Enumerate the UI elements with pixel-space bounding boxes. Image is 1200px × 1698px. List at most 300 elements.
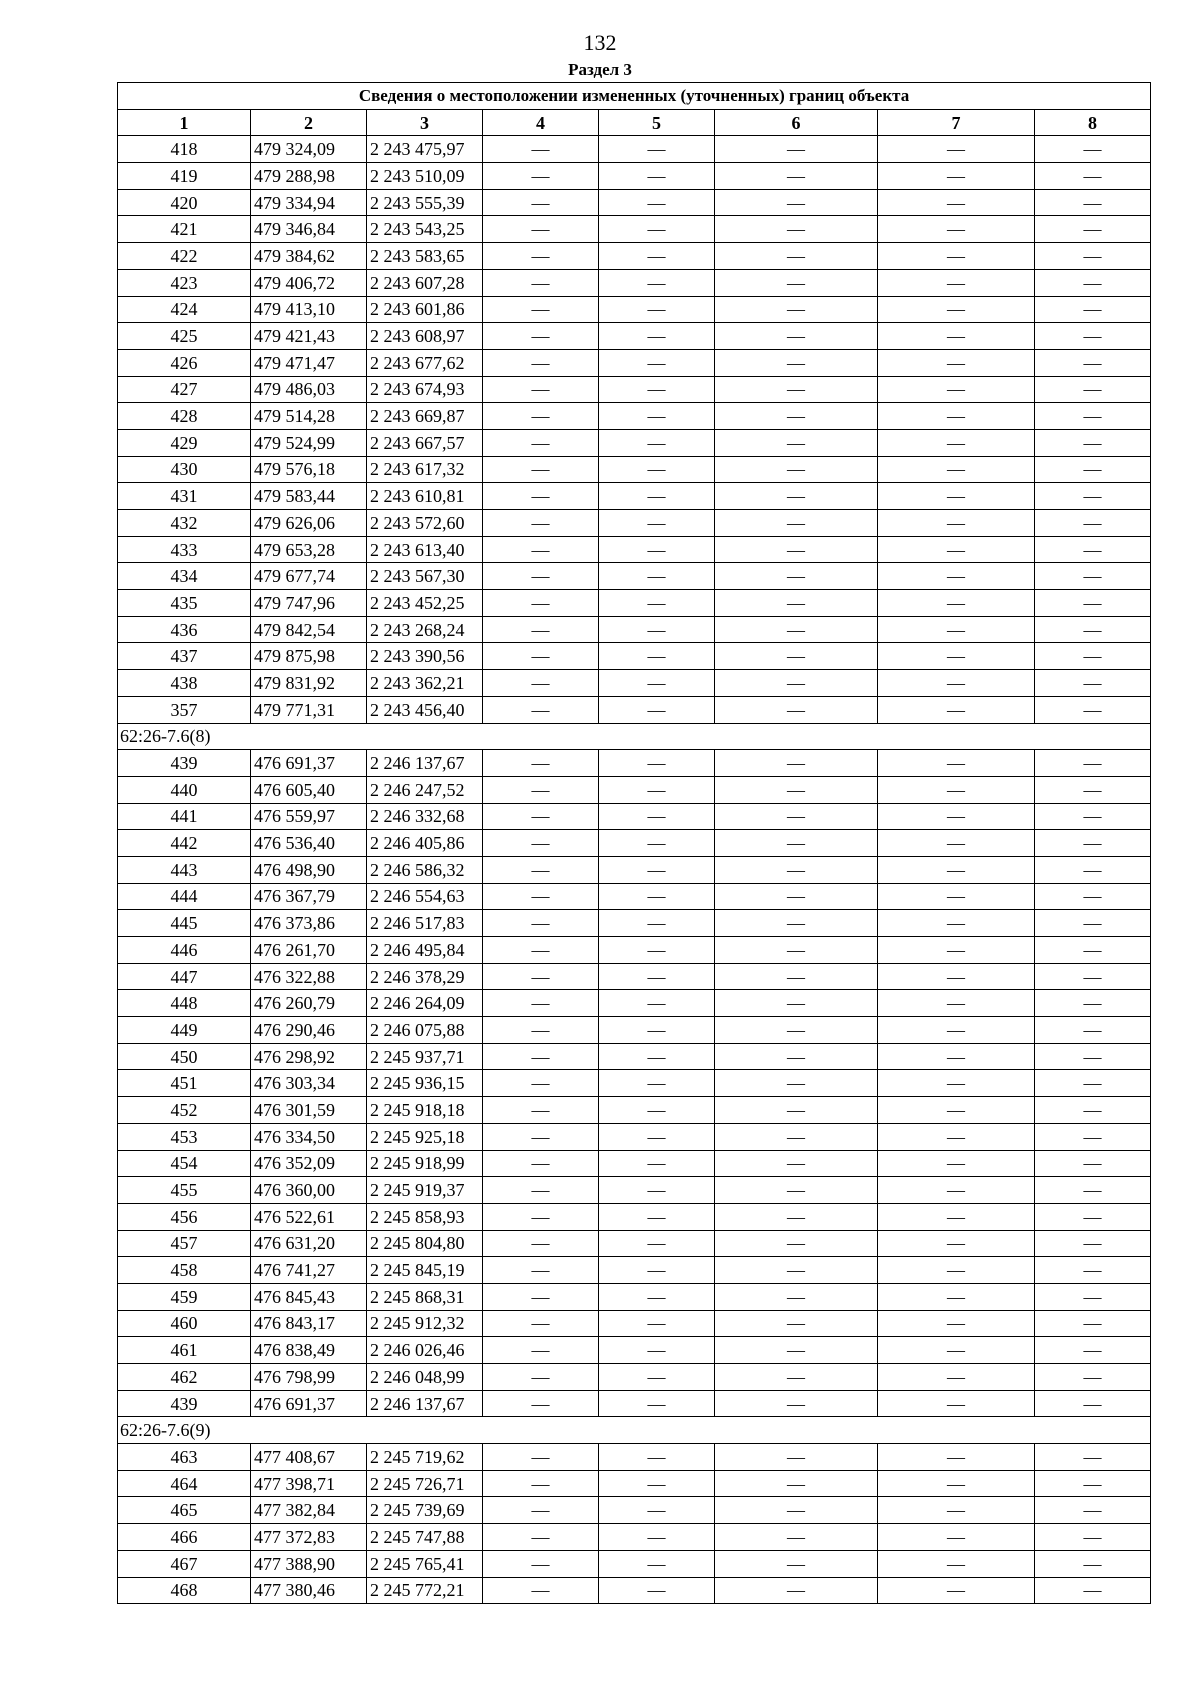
empty-value-cell: — [483,163,599,190]
empty-value-cell: — [1035,1310,1151,1337]
empty-value-cell: — [1035,670,1151,697]
empty-value-cell: — [483,1390,599,1417]
table-row [118,323,1151,350]
table-row [118,216,1151,243]
point-number-cell: 450 [118,1043,251,1070]
y-coordinate-cell: 2 245 804,80 [367,1230,483,1257]
column-header: 6 [715,109,878,136]
empty-value-cell: — [1035,643,1151,670]
empty-value-cell: — [483,1177,599,1204]
table-row [118,696,1151,723]
point-number-cell: 437 [118,643,251,670]
empty-value-cell: — [878,1364,1035,1391]
empty-value-cell: — [599,1257,715,1284]
empty-value-cell: — [878,1017,1035,1044]
empty-value-cell: — [1035,1444,1151,1471]
empty-value-cell: — [483,1550,599,1577]
empty-value-cell: — [599,990,715,1017]
empty-value-cell: — [715,696,878,723]
table-row [118,1337,1151,1364]
table-row [118,1070,1151,1097]
empty-value-cell: — [1035,1043,1151,1070]
empty-value-cell: — [715,1203,878,1230]
table-row [118,937,1151,964]
empty-value-cell: — [878,590,1035,617]
y-coordinate-cell: 2 246 264,09 [367,990,483,1017]
x-coordinate-cell: 476 261,70 [251,937,367,964]
point-number-cell: 439 [118,1390,251,1417]
empty-value-cell: — [483,323,599,350]
y-coordinate-cell: 2 243 456,40 [367,696,483,723]
empty-value-cell: — [1035,883,1151,910]
empty-value-cell: — [599,136,715,163]
empty-value-cell: — [599,189,715,216]
point-number-cell: 420 [118,189,251,216]
y-coordinate-cell: 2 243 608,97 [367,323,483,350]
point-number-cell: 432 [118,510,251,537]
empty-value-cell: — [599,616,715,643]
empty-value-cell: — [878,189,1035,216]
empty-value-cell: — [878,536,1035,563]
empty-value-cell: — [599,1283,715,1310]
table-row [118,1550,1151,1577]
table-row [118,990,1151,1017]
point-number-cell: 446 [118,937,251,964]
column-header: 5 [599,109,715,136]
empty-value-cell: — [878,696,1035,723]
empty-value-cell: — [599,1524,715,1551]
empty-value-cell: — [715,1470,878,1497]
empty-value-cell: — [483,1364,599,1391]
empty-value-cell: — [483,1257,599,1284]
y-coordinate-cell: 2 245 918,18 [367,1097,483,1124]
y-coordinate-cell: 2 245 726,71 [367,1470,483,1497]
x-coordinate-cell: 477 380,46 [251,1577,367,1604]
empty-value-cell: — [1035,1550,1151,1577]
table-row [118,1150,1151,1177]
empty-value-cell: — [1035,1497,1151,1524]
point-number-cell: 442 [118,830,251,857]
empty-value-cell: — [483,510,599,537]
group-label: 62:26-7.6(8) [118,723,1151,750]
empty-value-cell: — [483,1070,599,1097]
x-coordinate-cell: 476 838,49 [251,1337,367,1364]
empty-value-cell: — [878,1444,1035,1471]
empty-value-cell: — [715,1070,878,1097]
empty-value-cell: — [715,670,878,697]
table-caption: Сведения о местоположении измененных (уточненных) границ объекта [118,83,1151,110]
empty-value-cell: — [1035,1097,1151,1124]
empty-value-cell: — [715,1177,878,1204]
empty-value-cell: — [878,1577,1035,1604]
empty-value-cell: — [715,1497,878,1524]
empty-value-cell: — [483,963,599,990]
x-coordinate-cell: 479 831,92 [251,670,367,697]
y-coordinate-cell: 2 243 390,56 [367,643,483,670]
empty-value-cell: — [1035,429,1151,456]
empty-value-cell: — [483,403,599,430]
empty-value-cell: — [1035,456,1151,483]
empty-value-cell: — [483,216,599,243]
empty-value-cell: — [599,510,715,537]
empty-value-cell: — [878,1524,1035,1551]
y-coordinate-cell: 2 246 378,29 [367,963,483,990]
point-number-cell: 447 [118,963,251,990]
empty-value-cell: — [1035,510,1151,537]
point-number-cell: 452 [118,1097,251,1124]
y-coordinate-cell: 2 243 667,57 [367,429,483,456]
point-number-cell: 454 [118,1150,251,1177]
point-number-cell: 434 [118,563,251,590]
empty-value-cell: — [1035,323,1151,350]
column-header: 4 [483,109,599,136]
empty-value-cell: — [1035,163,1151,190]
table-row [118,1203,1151,1230]
empty-value-cell: — [715,750,878,777]
empty-value-cell: — [599,856,715,883]
point-number-cell: 467 [118,1550,251,1577]
empty-value-cell: — [878,1070,1035,1097]
y-coordinate-cell: 2 245 936,15 [367,1070,483,1097]
x-coordinate-cell: 476 367,79 [251,883,367,910]
empty-value-cell: — [599,1310,715,1337]
table-row [118,776,1151,803]
empty-value-cell: — [878,1390,1035,1417]
x-coordinate-cell: 479 406,72 [251,269,367,296]
empty-value-cell: — [715,1444,878,1471]
table-row [118,163,1151,190]
empty-value-cell: — [483,483,599,510]
empty-value-cell: — [715,456,878,483]
empty-value-cell: — [1035,1230,1151,1257]
x-coordinate-cell: 479 334,94 [251,189,367,216]
y-coordinate-cell: 2 245 925,18 [367,1123,483,1150]
point-number-cell: 466 [118,1524,251,1551]
empty-value-cell: — [715,1310,878,1337]
x-coordinate-cell: 479 677,74 [251,563,367,590]
empty-value-cell: — [599,1123,715,1150]
y-coordinate-cell: 2 243 510,09 [367,163,483,190]
x-coordinate-cell: 476 559,97 [251,803,367,830]
empty-value-cell: — [483,1123,599,1150]
empty-value-cell: — [878,616,1035,643]
x-coordinate-cell: 476 798,99 [251,1364,367,1391]
x-coordinate-cell: 479 471,47 [251,349,367,376]
empty-value-cell: — [483,1043,599,1070]
empty-value-cell: — [715,1390,878,1417]
empty-value-cell: — [599,670,715,697]
empty-value-cell: — [599,937,715,964]
empty-value-cell: — [878,1310,1035,1337]
empty-value-cell: — [599,269,715,296]
y-coordinate-cell: 2 243 268,24 [367,616,483,643]
table-row [118,1577,1151,1604]
x-coordinate-cell: 476 352,09 [251,1150,367,1177]
empty-value-cell: — [483,136,599,163]
table-row [118,1390,1151,1417]
point-number-cell: 440 [118,776,251,803]
y-coordinate-cell: 2 243 607,28 [367,269,483,296]
y-coordinate-cell: 2 243 617,32 [367,456,483,483]
empty-value-cell: — [878,376,1035,403]
x-coordinate-cell: 476 691,37 [251,1390,367,1417]
empty-value-cell: — [1035,349,1151,376]
empty-value-cell: — [878,216,1035,243]
table-row [118,1097,1151,1124]
point-number-cell: 453 [118,1123,251,1150]
empty-value-cell: — [1035,776,1151,803]
table-row [118,456,1151,483]
empty-value-cell: — [715,216,878,243]
empty-value-cell: — [599,963,715,990]
empty-value-cell: — [1035,1017,1151,1044]
empty-value-cell: — [1035,856,1151,883]
y-coordinate-cell: 2 245 765,41 [367,1550,483,1577]
table-row [118,403,1151,430]
empty-value-cell: — [599,376,715,403]
empty-value-cell: — [1035,963,1151,990]
empty-value-cell: — [483,696,599,723]
column-header: 8 [1035,109,1151,136]
empty-value-cell: — [1035,1337,1151,1364]
x-coordinate-cell: 479 747,96 [251,590,367,617]
empty-value-cell: — [1035,216,1151,243]
empty-value-cell: — [1035,1390,1151,1417]
table-row [118,1123,1151,1150]
empty-value-cell: — [715,990,878,1017]
point-number-cell: 438 [118,670,251,697]
table-row [118,590,1151,617]
empty-value-cell: — [878,750,1035,777]
point-number-cell: 444 [118,883,251,910]
column-header: 7 [878,109,1035,136]
empty-value-cell: — [1035,189,1151,216]
table-row [118,910,1151,937]
empty-value-cell: — [483,429,599,456]
point-number-cell: 464 [118,1470,251,1497]
empty-value-cell: — [878,1097,1035,1124]
empty-value-cell: — [715,1577,878,1604]
empty-value-cell: — [483,990,599,1017]
empty-value-cell: — [878,510,1035,537]
y-coordinate-cell: 2 243 677,62 [367,349,483,376]
empty-value-cell: — [599,296,715,323]
empty-value-cell: — [483,1577,599,1604]
empty-value-cell: — [599,883,715,910]
table-row [118,616,1151,643]
x-coordinate-cell: 479 524,99 [251,429,367,456]
x-coordinate-cell: 476 605,40 [251,776,367,803]
empty-value-cell: — [715,590,878,617]
empty-value-cell: — [878,349,1035,376]
x-coordinate-cell: 479 875,98 [251,643,367,670]
empty-value-cell: — [878,456,1035,483]
table-row [118,1043,1151,1070]
point-number-cell: 430 [118,456,251,483]
empty-value-cell: — [715,536,878,563]
empty-value-cell: — [483,1097,599,1124]
point-number-cell: 421 [118,216,251,243]
point-number-cell: 455 [118,1177,251,1204]
y-coordinate-cell: 2 243 567,30 [367,563,483,590]
point-number-cell: 418 [118,136,251,163]
empty-value-cell: — [878,830,1035,857]
point-number-cell: 443 [118,856,251,883]
table-row [118,803,1151,830]
empty-value-cell: — [1035,403,1151,430]
empty-value-cell: — [483,1310,599,1337]
empty-value-cell: — [715,1524,878,1551]
empty-value-cell: — [599,243,715,270]
y-coordinate-cell: 2 246 332,68 [367,803,483,830]
empty-value-cell: — [878,563,1035,590]
table-row [118,643,1151,670]
table-row [118,1444,1151,1471]
y-coordinate-cell: 2 246 405,86 [367,830,483,857]
empty-value-cell: — [878,1497,1035,1524]
x-coordinate-cell: 479 288,98 [251,163,367,190]
empty-value-cell: — [483,830,599,857]
empty-value-cell: — [878,776,1035,803]
x-coordinate-cell: 477 388,90 [251,1550,367,1577]
empty-value-cell: — [599,1150,715,1177]
empty-value-cell: — [1035,1470,1151,1497]
empty-value-cell: — [878,323,1035,350]
empty-value-cell: — [715,1337,878,1364]
empty-value-cell: — [483,243,599,270]
point-number-cell: 461 [118,1337,251,1364]
table-row [118,269,1151,296]
empty-value-cell: — [1035,1150,1151,1177]
empty-value-cell: — [715,163,878,190]
y-coordinate-cell: 2 246 586,32 [367,856,483,883]
empty-value-cell: — [1035,483,1151,510]
point-number-cell: 431 [118,483,251,510]
x-coordinate-cell: 476 631,20 [251,1230,367,1257]
empty-value-cell: — [1035,1177,1151,1204]
empty-value-cell: — [715,1257,878,1284]
y-coordinate-cell: 2 245 937,71 [367,1043,483,1070]
empty-value-cell: — [599,1017,715,1044]
empty-value-cell: — [715,563,878,590]
empty-value-cell: — [599,696,715,723]
table-row [118,510,1151,537]
empty-value-cell: — [483,670,599,697]
x-coordinate-cell: 479 842,54 [251,616,367,643]
empty-value-cell: — [599,163,715,190]
y-coordinate-cell: 2 243 669,87 [367,403,483,430]
y-coordinate-cell: 2 246 048,99 [367,1364,483,1391]
y-coordinate-cell: 2 245 918,99 [367,1150,483,1177]
empty-value-cell: — [599,1470,715,1497]
empty-value-cell: — [483,536,599,563]
empty-value-cell: — [599,803,715,830]
section-title: Раздел 3 [568,60,632,79]
x-coordinate-cell: 476 301,59 [251,1097,367,1124]
empty-value-cell: — [1035,803,1151,830]
x-coordinate-cell: 479 626,06 [251,510,367,537]
column-header: 3 [367,109,483,136]
empty-value-cell: — [1035,376,1151,403]
point-number-cell: 429 [118,429,251,456]
table-row [118,1257,1151,1284]
empty-value-cell: — [715,1123,878,1150]
point-number-cell: 427 [118,376,251,403]
empty-value-cell: — [599,483,715,510]
empty-value-cell: — [483,296,599,323]
x-coordinate-cell: 476 741,27 [251,1257,367,1284]
point-number-cell: 419 [118,163,251,190]
empty-value-cell: — [715,883,878,910]
point-number-cell: 451 [118,1070,251,1097]
empty-value-cell: — [1035,136,1151,163]
x-coordinate-cell: 479 771,31 [251,696,367,723]
empty-value-cell: — [1035,1257,1151,1284]
empty-value-cell: — [483,269,599,296]
empty-value-cell: — [483,349,599,376]
empty-value-cell: — [715,1097,878,1124]
empty-value-cell: — [878,937,1035,964]
empty-value-cell: — [483,1017,599,1044]
point-number-cell: 460 [118,1310,251,1337]
table-row [118,830,1151,857]
x-coordinate-cell: 477 408,67 [251,1444,367,1471]
empty-value-cell: — [483,643,599,670]
empty-value-cell: — [715,830,878,857]
empty-value-cell: — [599,910,715,937]
empty-value-cell: — [715,296,878,323]
empty-value-cell: — [878,1470,1035,1497]
empty-value-cell: — [878,429,1035,456]
empty-value-cell: — [1035,536,1151,563]
x-coordinate-cell: 476 373,86 [251,910,367,937]
empty-value-cell: — [878,963,1035,990]
table-row [118,750,1151,777]
empty-value-cell: — [715,429,878,456]
empty-value-cell: — [715,136,878,163]
empty-value-cell: — [483,456,599,483]
y-coordinate-cell: 2 246 517,83 [367,910,483,937]
y-coordinate-cell: 2 245 772,21 [367,1577,483,1604]
table-row [118,963,1151,990]
table-row [118,429,1151,456]
empty-value-cell: — [878,883,1035,910]
empty-value-cell: — [878,1337,1035,1364]
empty-value-cell: — [878,296,1035,323]
empty-value-cell: — [1035,269,1151,296]
column-header-row [118,109,1151,136]
x-coordinate-cell: 476 260,79 [251,990,367,1017]
table-row [118,1524,1151,1551]
point-number-cell: 458 [118,1257,251,1284]
empty-value-cell: — [715,323,878,350]
point-number-cell: 465 [118,1497,251,1524]
empty-value-cell: — [878,1043,1035,1070]
empty-value-cell: — [599,776,715,803]
empty-value-cell: — [715,856,878,883]
column-header: 2 [251,109,367,136]
x-coordinate-cell: 476 536,40 [251,830,367,857]
y-coordinate-cell: 2 245 747,88 [367,1524,483,1551]
y-coordinate-cell: 2 243 452,25 [367,590,483,617]
empty-value-cell: — [878,1123,1035,1150]
empty-value-cell: — [715,189,878,216]
point-number-cell: 433 [118,536,251,563]
point-number-cell: 449 [118,1017,251,1044]
empty-value-cell: — [599,1444,715,1471]
y-coordinate-cell: 2 245 912,32 [367,1310,483,1337]
empty-value-cell: — [878,1257,1035,1284]
